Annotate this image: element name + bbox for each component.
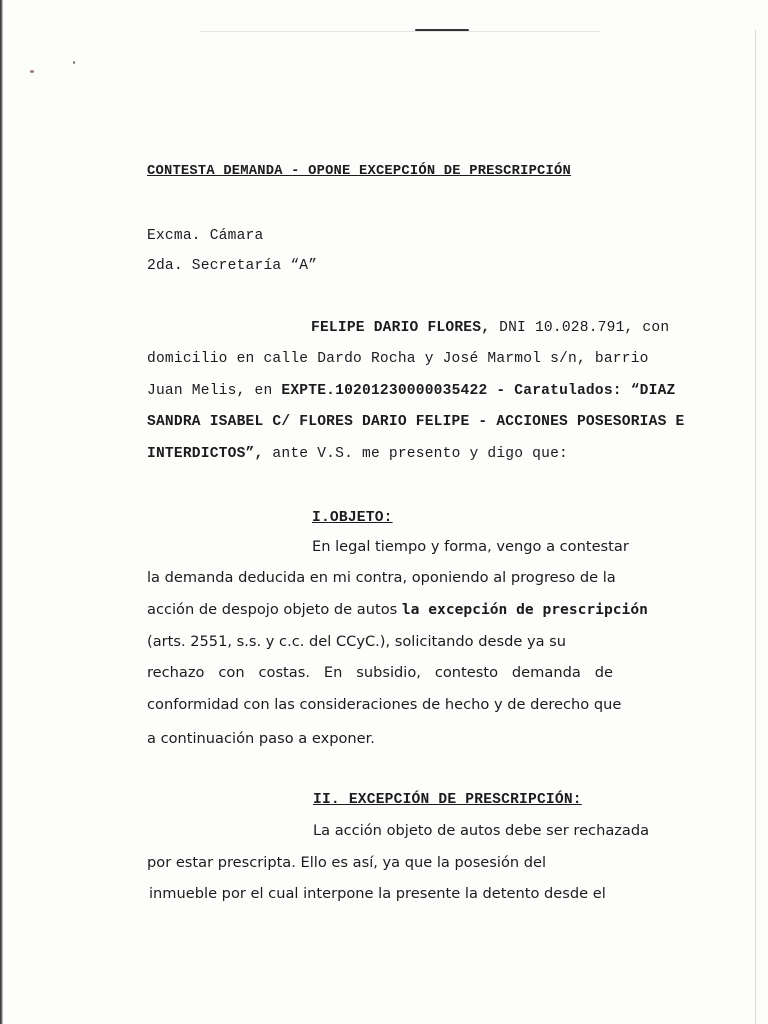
section-1-title: I.OBJETO: [312, 510, 393, 526]
intro-line-4: SANDRA ISABEL C/ FLORES DARIO FELIPE - ACCIONES POSESORIAS E [147, 414, 685, 430]
section-2-line-2: por estar prescripta. Ello es así, ya que la posesión del [147, 854, 547, 871]
intro-line-5 [147, 446, 568, 462]
section-1-line-1: En legal tiempo y forma, vengo a contestar [312, 538, 629, 555]
intro-line-1-rest: DNI 10.028.791, con [490, 320, 670, 336]
exception-phrase: la excepción de prescripción [401, 601, 648, 618]
section-1-line-2: la demanda deducida en mi contra, oponiendo al progreso de la [147, 569, 616, 586]
scan-speck [30, 70, 34, 73]
intro-line-3 [147, 383, 676, 399]
intro-line-5-bold: INTERDICTOS”, [147, 446, 264, 462]
document-heading: CONTESTA DEMANDA - OPONE EXCEPCIÓN DE PRESCRIPCIÓN [147, 164, 571, 179]
addressee-line-2: 2da. Secretaría “A” [147, 258, 318, 274]
section-2-line-3: inmueble por el cual interpone la presente la detento desde el [149, 885, 606, 902]
intro-line-5-rest: ante V.S. me presento y digo que: [263, 446, 569, 462]
scan-right-edge [755, 30, 756, 1024]
scan-top-mark [415, 29, 469, 31]
section-2-title: II. EXCEPCIÓN DE PRESCRIPCIÓN: [313, 792, 582, 808]
section-1-line-3 [147, 601, 648, 618]
section-1-line-5: rechazo con costas. En subsidio, contesto demanda de [147, 664, 613, 681]
intro-line-2: domicilio en calle Dardo Rocha y José Marmol s/n, barrio [147, 351, 649, 367]
section-1-line-3-a: acción de despojo objeto de autos [147, 601, 402, 618]
section-1-line-4: (arts. 2551, s.s. y c.c. del CCyC.), solicitando desde ya su [147, 633, 567, 650]
intro-line-1 [311, 320, 669, 336]
case-reference: EXPTE.10201230000035422 - Caratulados: “DIAZ [281, 383, 676, 399]
section-1-line-7: a continuación paso a exponer. [147, 730, 375, 747]
scan-top-line [200, 31, 600, 32]
addressee-line-1: Excma. Cámara [147, 228, 264, 244]
intro-line-3-a: Juan Melis, en [147, 383, 282, 399]
defendant-name: FELIPE DARIO FLORES, [311, 320, 491, 336]
scan-left-edge [0, 0, 3, 1024]
scan-speck [73, 61, 75, 64]
section-2-line-1: La acción objeto de autos debe ser rechazada [313, 822, 650, 839]
section-1-line-6: conformidad con las consideraciones de hecho y de derecho que [147, 696, 622, 713]
